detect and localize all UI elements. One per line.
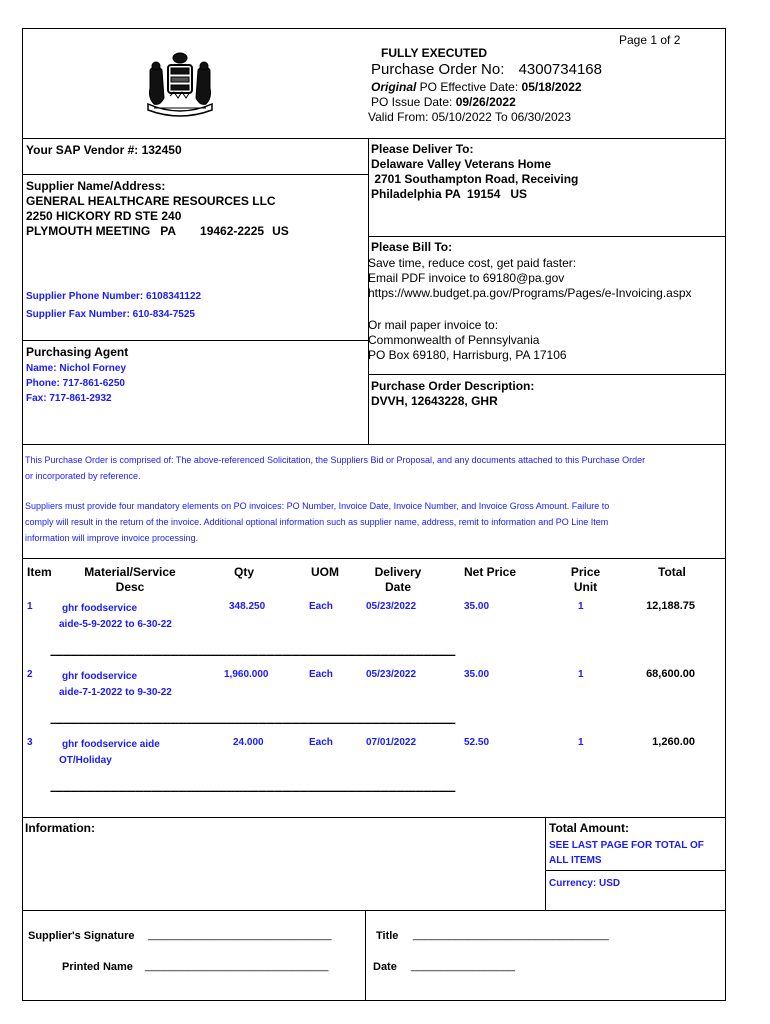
row-separator: -------------------------------------------------------------------------------------------------------------------------------------------------------- [50, 717, 455, 729]
purchasing-agent-label: Purchasing Agent [26, 345, 129, 359]
col-net-price: Net Price [464, 565, 517, 579]
printed-name-field[interactable]: ______________________________ [145, 960, 329, 972]
date-field[interactable]: _________________ [411, 960, 516, 972]
supplier-street: 2250 HICKORY RD STE 240 [26, 209, 182, 223]
supplier-phone: Supplier Phone Number: 6108341122 [26, 291, 202, 302]
po-issue-date: PO Issue Date: 09/26/2022 [371, 95, 516, 109]
line-desc: ghr foodservice aide-5-9-2022 to 6-30-22 [59, 603, 172, 630]
col-material: Material/Service Desc [84, 565, 176, 594]
agent-fax: Fax: 717-861-2932 [26, 393, 112, 404]
page-number: Page 1 of 2 [619, 33, 681, 47]
po-status: FULLY EXECUTED [381, 46, 488, 60]
printed-name-label: Printed Name [62, 961, 133, 973]
bill-to-label: Please Bill To: [371, 240, 453, 254]
bill-to-email: Email PDF invoice to 69180@pa.gov [368, 271, 565, 285]
po-effective-date: Original PO Effective Date: 05/18/2022 [371, 80, 582, 94]
total-amount-label: Total Amount: [549, 821, 629, 835]
title-field[interactable]: ________________________________ [413, 929, 609, 941]
po-number-line [371, 61, 602, 78]
pennsylvania-seal-icon [140, 48, 220, 118]
row-separator: -------------------------------------------------------------------------------------------------------------------------------------------------------- [50, 785, 455, 797]
row-separator: -------------------------------------------------------------------------------------------------------------------------------------------------------- [50, 649, 455, 661]
po-valid-dates: Valid From: 05/10/2022 To 06/30/2023 [368, 110, 572, 124]
col-item: Item [27, 565, 52, 579]
po-number: 4300734168 [518, 61, 602, 78]
supplier-signature-label: Supplier's Signature [28, 930, 135, 942]
po-number-label: Purchase Order No: [371, 61, 505, 78]
currency: Currency: USD [549, 878, 621, 889]
deliver-to-line1: Delaware Valley Veterans Home [371, 157, 552, 171]
terms-paragraph-1: This Purchase Order is comprised of: The above-referenced Solicitation, the Suppliers Bid or Proposal, and any documents attached to this Purchase Order or incorporated by reference. [25, 455, 646, 481]
agent-phone: Phone: 717-861-6250 [26, 378, 125, 389]
supplier-name: GENERAL HEALTHCARE RESOURCES LLC [26, 194, 276, 208]
deliver-to-line2: 2701 Southampton Road, Receiving [371, 172, 579, 186]
agent-name: Name: Nichol Forney [26, 363, 127, 374]
col-uom: UOM [311, 565, 339, 579]
bill-to-line4: Or mail paper invoice to: [368, 318, 499, 332]
bill-to-line6: PO Box 69180, Harrisburg, PA 17106 [368, 348, 567, 362]
col-price-unit: Price Unit [570, 565, 601, 594]
bill-to-url: https://www.budget.pa.gov/Programs/Pages/e-Invoicing.aspx [368, 286, 692, 300]
line-desc: ghr foodservice aide-7-1-2022 to 9-30-22 [59, 671, 172, 698]
total-amount-note: SEE LAST PAGE FOR TOTAL OF ALL ITEMS [549, 840, 704, 866]
line-desc: ghr foodservice aide OT/Holiday [59, 739, 160, 766]
supplier-signature-field[interactable]: ______________________________ [148, 929, 332, 941]
deliver-to-label: Please Deliver To: [371, 142, 474, 156]
date-label: Date [373, 961, 397, 973]
supplier-city-line: PLYMOUTH MEETING PA 19462-2225 US [26, 224, 289, 238]
col-qty: Qty [234, 565, 255, 579]
bill-to-line1: Save time, reduce cost, get paid faster: [368, 256, 577, 270]
sap-vendor-number: Your SAP Vendor #: 132450 [26, 143, 182, 157]
po-description: DVVH, 12643228, GHR [371, 394, 498, 408]
supplier-name-label: Supplier Name/Address: [26, 179, 166, 193]
supplier-fax: Supplier Fax Number: 610-834-7525 [26, 309, 195, 320]
col-delivery-date: Delivery Date [374, 565, 422, 594]
bill-to-line5: Commonwealth of Pennsylvania [368, 333, 540, 347]
deliver-to-line3: Philadelphia PA 19154 US [371, 187, 528, 201]
title-label: Title [376, 930, 399, 942]
po-description-label: Purchase Order Description: [371, 379, 535, 393]
terms-paragraph-2: Suppliers must provide four mandatory elements on PO invoices: PO Number, Invoice Date, Invoice Number, and Invoice Gross Amount. Failure to comply will result in the return of the invoice. Additional optional information such as supplier name, address, remit to information and PO Line Item information will improve invoice processing. [25, 501, 610, 543]
information-label: Information: [25, 821, 95, 835]
col-total: Total [658, 565, 686, 579]
